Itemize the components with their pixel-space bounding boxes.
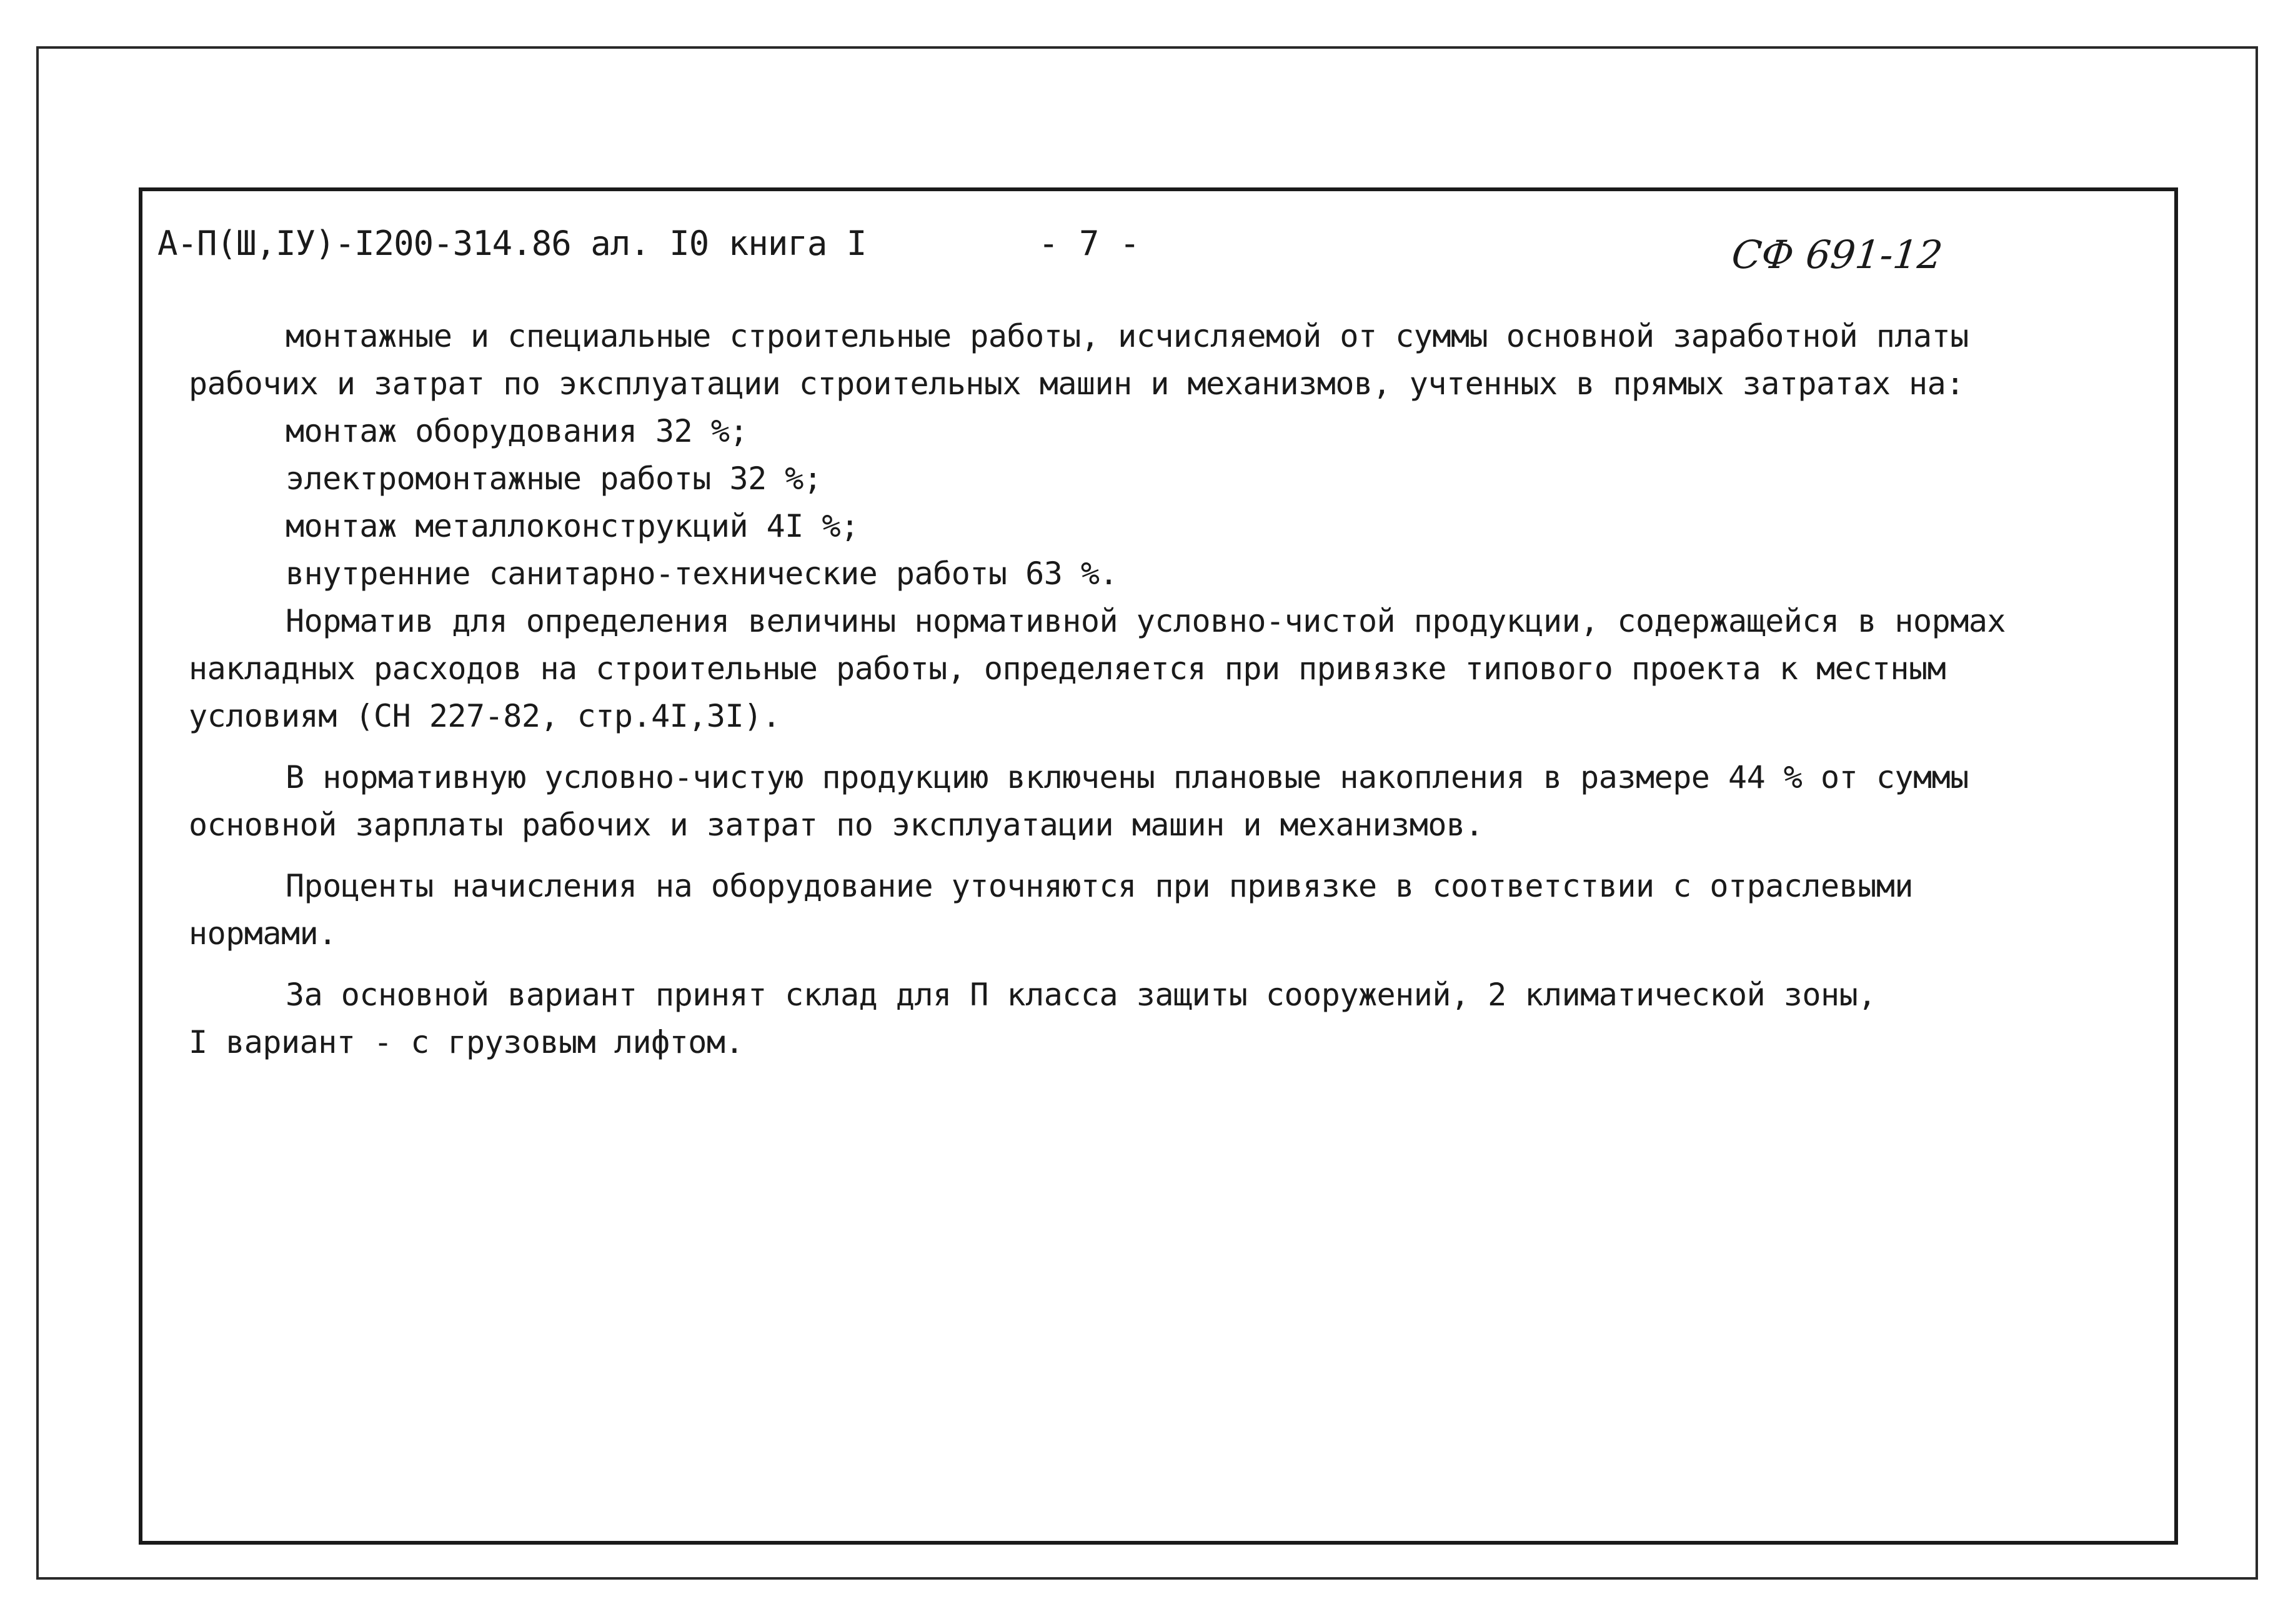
paragraph-line: За основной вариант принят склад для П класса защиты сооружений, 2 климатической зоны, bbox=[286, 977, 1876, 1013]
page-number: - 7 - bbox=[1038, 224, 1140, 263]
list-item: монтаж оборудования 32 %; bbox=[286, 413, 749, 449]
list-item: монтаж металлоконструкций 4I %; bbox=[286, 508, 859, 544]
paragraph-line: монтажные и специальные строительные работы, исчисляемой от суммы основной заработной платы bbox=[286, 318, 1969, 354]
paragraph-line: Проценты начисления на оборудование уточняются при привязке в соответствии с отраслевыми bbox=[286, 868, 1914, 904]
paragraph-line: основной зарплаты рабочих и затрат по эксплуатации машин и механизмов. bbox=[189, 807, 1484, 843]
paragraph-line: В нормативную условно-чистую продукцию включены плановые накопления в размере 44 % от суммы bbox=[286, 759, 1969, 795]
document-header bbox=[157, 216, 2163, 277]
list-item: электромонтажные работы 32 %; bbox=[286, 461, 822, 497]
paragraph-line: I вариант - с грузовым лифтом. bbox=[189, 1024, 744, 1060]
paragraph-line: условиям (СН 227-82, стр.4I,3I). bbox=[189, 698, 781, 734]
paragraph-line: накладных расходов на строительные работы, определяется при привязке типового проекта к местным bbox=[189, 650, 1946, 687]
handwritten-archive-mark: СФ 691-12 bbox=[1729, 232, 1945, 277]
paragraph-line: нормами. bbox=[189, 915, 337, 952]
paragraph-line: Норматив для определения величины нормативной условно-чистой продукции, содержащейся в нормах bbox=[286, 603, 2006, 639]
list-item: внутренние санитарно-технические работы 63 %. bbox=[286, 555, 1118, 592]
paragraph-line: рабочих и затрат по эксплуатации строительных машин и механизмов, учтенных в прямых затратах на: bbox=[189, 366, 1964, 402]
document-code: А-П(Ш,IУ)-I200-314.86 ал. I0 книга I bbox=[157, 224, 867, 263]
document-body bbox=[189, 312, 2126, 1066]
